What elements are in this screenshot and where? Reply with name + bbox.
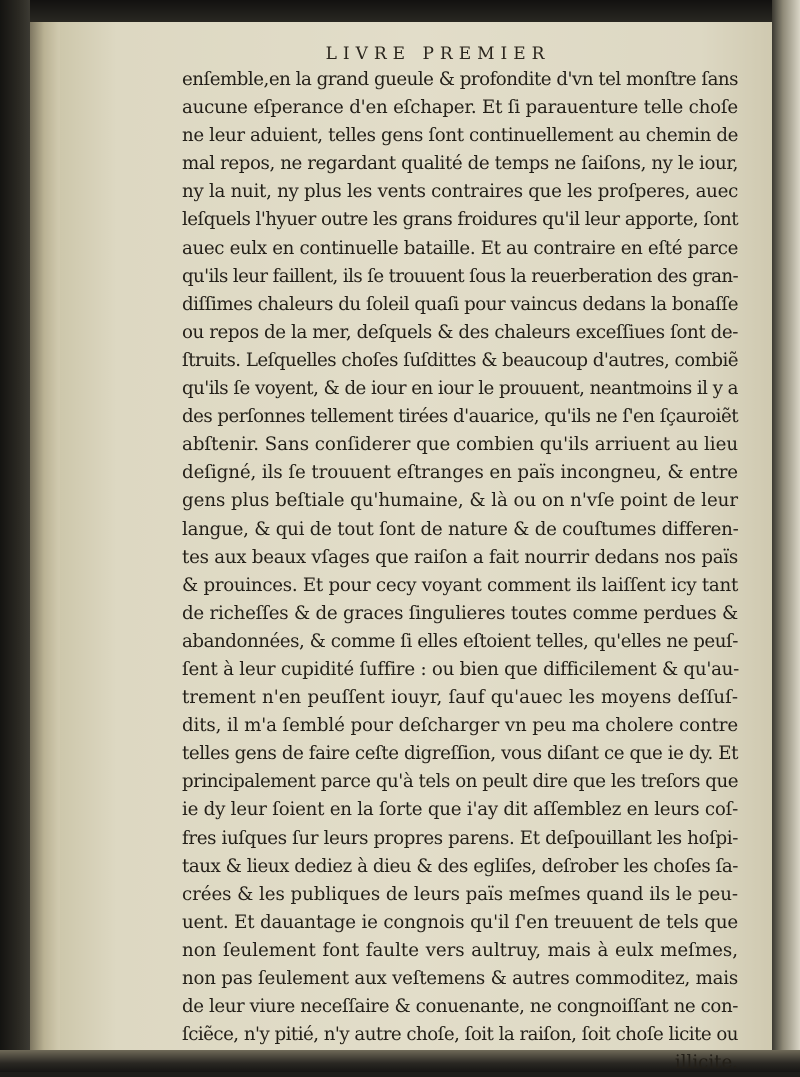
text-line: ſtruits. Leſquelles choſes ſuſdittes & beaucoup d'autres, combiẽ bbox=[182, 349, 738, 371]
text-line: deſigné, ils ſe trouuent eſtranges en païs incongneu, & entre bbox=[182, 462, 738, 484]
text-line: qu'ils ſe voyent, & de iour en iour le prouuent, neantmoins il y a bbox=[182, 378, 738, 400]
scan-top-shadow bbox=[0, 0, 800, 24]
text-line: abandonnées, & comme ſi elles eſtoient telles, qu'elles ne peuſ- bbox=[182, 630, 738, 652]
text-line: leſquels l'hyuer outre les grans froidures qu'il leur apporte, ſont bbox=[182, 209, 738, 231]
text-line: crées & les publiques de leurs païs meſmes quand ils le peu- bbox=[182, 883, 738, 905]
text-line: ſent à leur cupidité ſuffire : ou bien que difficilement & qu'au- bbox=[182, 658, 740, 680]
body-text bbox=[182, 66, 738, 1077]
text-line: enſemble,en la grand gueule & profondite d'vn tel monſtre ſans bbox=[182, 69, 738, 90]
text-line: diſſimes chaleurs du ſoleil quaſi pour vaincus dedans la bonaſſe bbox=[182, 293, 738, 315]
running-header: LIVRE PREMIER bbox=[325, 44, 551, 64]
text-line: mal repos, ne regardant qualité de temps ne ſaiſons, ny le iour, bbox=[182, 153, 738, 175]
text-line: & prouinces. Et pour cecy voyant comment ils laiſſent icy tant bbox=[182, 574, 739, 596]
scan-left-frame bbox=[0, 0, 30, 1072]
text-line: non ſeulement font faulte vers aultruy, mais à eulx meſmes, bbox=[182, 939, 738, 961]
text-line: taux & lieux dediez à dieu & des egliſes, deſrober les choſes ſa- bbox=[182, 855, 738, 877]
text-line: des perſonnes tellement tirées d'auarice, qu'ils ne ſ'en ſçauroiẽt bbox=[182, 406, 738, 428]
text-line: uent. Et dauantage ie congnois qu'il ſ'en treuuent de tels que bbox=[182, 911, 738, 933]
text-line: ny la nuit, ny plus les vents contraires que les proſperes, auec bbox=[182, 181, 738, 203]
text-line: auec eulx en continuelle bataille. Et au contraire en eſté parce bbox=[182, 237, 738, 259]
text-line: ie dy leur ſoient en la ſorte que i'ay dit aſſemblez en leurs coſ- bbox=[182, 799, 738, 821]
text-line: qu'ils leur faillent, ils ſe trouuent ſous la reuerberation des gran- bbox=[182, 265, 738, 287]
text-line: ſciẽce, n'y pitié, n'y autre choſe, ſoit la raiſon, ſoit choſe licite ou bbox=[182, 1024, 738, 1046]
text-line: aucune eſperance d'en eſchaper. Et ſi parauenture telle choſe bbox=[182, 97, 738, 119]
text-line: fres iuſques ſur leurs propres parens. Et deſpouillant les hoſpi- bbox=[182, 827, 738, 849]
text-line: tes aux beaux vſages que raiſon a fait nourrir dedans nos païs bbox=[182, 546, 738, 568]
text-line: ne leur aduient, telles gens ſont continuellement au chemin de bbox=[182, 125, 738, 147]
text-line: trement n'en peuſſent iouyr, ſauf qu'auec les moyens deſſuſ- bbox=[182, 687, 738, 709]
text-line: de leur viure neceſſaire & conuenante, ne congnoiſſant ne con- bbox=[182, 996, 738, 1018]
text-line: langue, & qui de tout ſont de nature & de couſtumes differen- bbox=[182, 518, 739, 540]
text-line: gens plus beſtiale qu'humaine, & là ou on n'vſe point de leur bbox=[182, 490, 738, 512]
text-line: non pas ſeulement aux veſtemens & autres commoditez, mais bbox=[182, 968, 738, 989]
page-right-edge bbox=[772, 0, 800, 1072]
text-line: principalement parce qu'à tels on peult dire que les treſors que bbox=[182, 771, 738, 793]
text-line: telles gens de faire ceſte digreſſion, vous diſant ce que ie dy. Et bbox=[182, 743, 739, 765]
text-line: dits, il m'a ſemblé pour deſcharger vn peu ma cholere contre bbox=[182, 715, 738, 737]
text-line: de richeſſes & de graces ſingulieres toutes comme perdues & bbox=[182, 602, 738, 624]
text-line-last: illicite. bbox=[674, 1052, 738, 1074]
text-line: ou repos de la mer, deſquels & des chaleurs exceſſiues ſont de- bbox=[182, 321, 738, 343]
text-line: abſtenir. Sans conſiderer que combien qu'ils arriuent au lieu bbox=[182, 434, 738, 456]
